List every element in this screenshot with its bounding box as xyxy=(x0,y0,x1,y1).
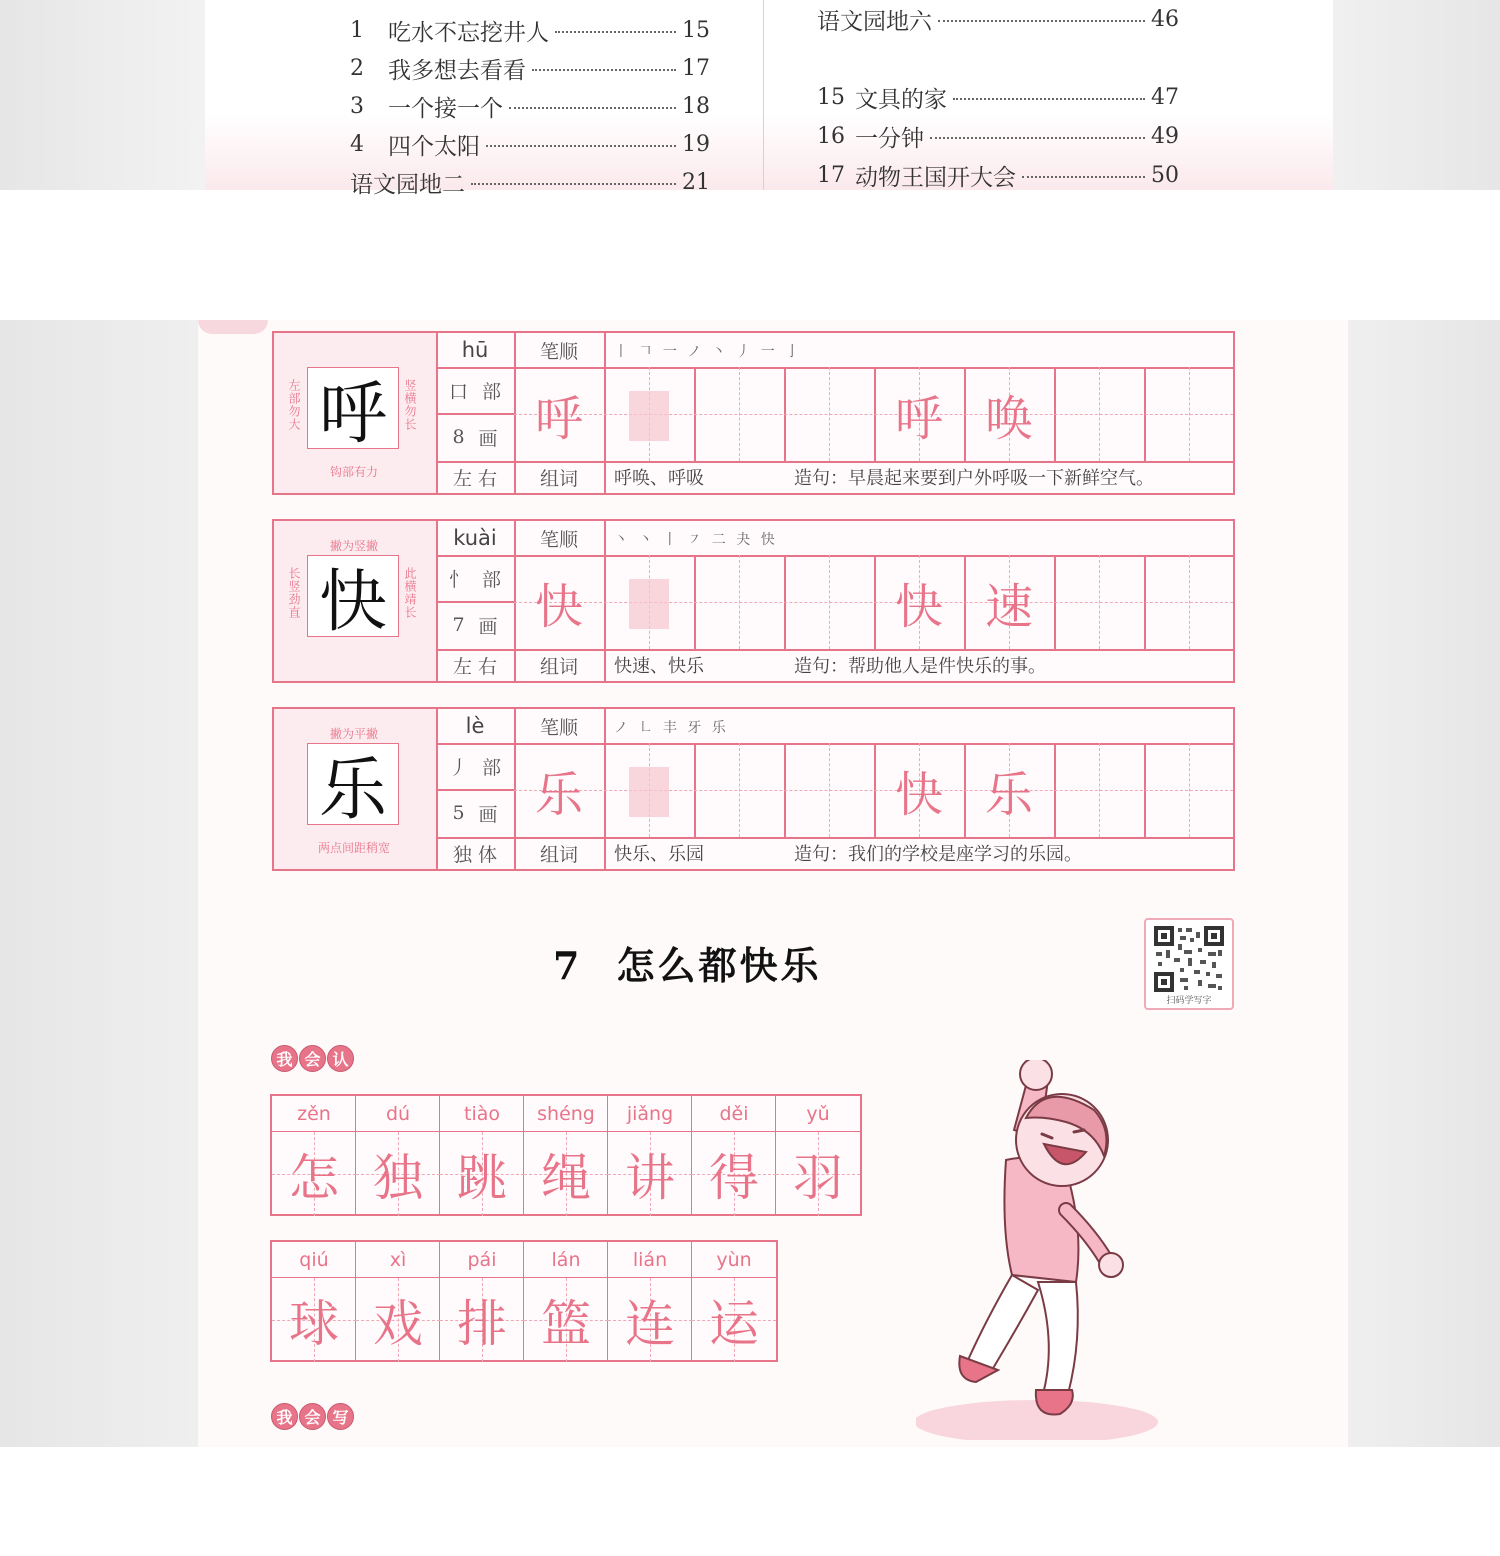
stroke-order-sequence: 丶 丶 丨 ㇇ 二 夬 快 xyxy=(614,532,778,548)
toc-entry-page: 46 xyxy=(1151,6,1179,32)
radical: 忄 xyxy=(448,568,468,591)
trace-shadow xyxy=(629,767,669,817)
tip-left: 长竖劲直 xyxy=(287,567,301,619)
character-model-panel xyxy=(274,333,438,493)
recognize-cell xyxy=(692,1096,776,1214)
toc-entry-title: 一个接一个 xyxy=(388,95,503,122)
recognize-character: 羽 xyxy=(793,1149,843,1207)
character-model-panel xyxy=(274,709,438,869)
character-model-panel xyxy=(274,521,438,681)
sentence-text: 帮助他人是件快乐的事。 xyxy=(848,656,1046,677)
recognize-character: 独 xyxy=(373,1149,423,1207)
recognize-character: 戏 xyxy=(373,1295,423,1353)
model-character: 快 xyxy=(307,555,399,637)
grid-dash xyxy=(1189,743,1190,837)
grid-dash xyxy=(1189,367,1190,461)
radical: 口 xyxy=(448,380,468,403)
trace-shadow xyxy=(629,579,669,629)
cheering-child-illustration xyxy=(916,1060,1166,1440)
toc-leader-dots xyxy=(486,145,676,147)
grid-dash xyxy=(739,367,740,461)
lesson-name: 怎么都快乐 xyxy=(616,943,822,988)
toc-entry-number: 1 xyxy=(350,17,364,43)
section-badge-char: 我 xyxy=(271,1045,298,1072)
grid-dash xyxy=(1099,743,1100,837)
lesson-title xyxy=(553,935,821,990)
section-badge-char: 认 xyxy=(327,1045,354,1072)
section-badge-char: 会 xyxy=(299,1403,326,1430)
recognize-pinyin: lán xyxy=(524,1242,608,1278)
sentence xyxy=(794,461,1154,493)
recognize-pinyin: jiǎng xyxy=(608,1096,692,1132)
recognize-cell xyxy=(440,1096,524,1214)
words: 快乐、乐园 xyxy=(614,844,704,865)
tip-left: 左部勿大 xyxy=(287,379,301,431)
radical-cell xyxy=(436,743,514,789)
tip-top: 撇为平撇 xyxy=(329,727,378,741)
toc-entry-number: 3 xyxy=(350,93,364,119)
recognize-cell xyxy=(356,1096,440,1214)
sentence-text: 我们的学校是座学习的乐园。 xyxy=(848,844,1082,865)
grid-dash xyxy=(739,555,740,649)
sentence-label: 造句： xyxy=(794,656,848,677)
recognize-pinyin: qiú xyxy=(272,1242,356,1278)
toc-entry-title: 动物王国开大会 xyxy=(855,164,1016,191)
recognize-character: 得 xyxy=(709,1149,759,1207)
toc-entry-title: 吃水不忘挖井人 xyxy=(388,19,549,46)
recognize-cell xyxy=(272,1096,356,1214)
recognize-character: 讲 xyxy=(625,1149,675,1207)
radical: 丿 xyxy=(448,756,468,779)
trace-shadow xyxy=(629,391,669,441)
recognize-pinyin: xì xyxy=(356,1242,440,1278)
sentence-text: 早晨起来要到户外呼吸一下新鲜空气。 xyxy=(848,468,1154,489)
grid-dash xyxy=(1189,555,1190,649)
stroke-order-label: 笔顺 xyxy=(539,528,578,551)
grid-line xyxy=(604,521,606,681)
grid-dash xyxy=(829,367,830,461)
trace-character: 呼 xyxy=(534,390,583,447)
sentence xyxy=(794,649,1046,681)
character-block xyxy=(272,331,1235,495)
recognize-cell xyxy=(608,1096,692,1214)
structure: 左 右 xyxy=(452,467,498,490)
toc-entry[interactable] xyxy=(350,13,710,47)
toc-entry-page: 50 xyxy=(1151,162,1179,188)
toc-entry-title: 语文园地六 xyxy=(817,8,932,35)
words-label: 组词 xyxy=(539,843,578,866)
tip-right: 此横靖长 xyxy=(403,567,417,619)
toc-entry[interactable] xyxy=(350,51,710,85)
character-pinyin: lè xyxy=(465,714,485,738)
toc-entry-page: 47 xyxy=(1151,84,1179,110)
recognize-character: 篮 xyxy=(541,1295,591,1353)
toc-entry-page: 19 xyxy=(682,131,710,157)
model-character: 乐 xyxy=(307,743,399,825)
sentence-label: 造句： xyxy=(794,468,848,489)
recognize-character: 排 xyxy=(457,1295,507,1353)
toc-entry[interactable] xyxy=(350,127,710,161)
toc-divider xyxy=(763,0,764,190)
qr-caption: 扫码学写字 xyxy=(1166,996,1212,1006)
toc-entry[interactable] xyxy=(817,119,1179,153)
radical-label: 部 xyxy=(482,568,502,591)
stroke-count-cell xyxy=(436,413,514,461)
section-badge-char: 会 xyxy=(299,1045,326,1072)
toc-entry-title: 语文园地二 xyxy=(350,171,465,198)
toc-entry-page: 15 xyxy=(682,17,710,43)
section-badge-char: 写 xyxy=(327,1403,354,1430)
recognize-cell xyxy=(356,1242,440,1360)
tip-right: 竖横勿长 xyxy=(403,379,417,431)
recognize-character: 怎 xyxy=(289,1149,339,1207)
toc-entry-page: 18 xyxy=(682,93,710,119)
stroke-count-label: 画 xyxy=(478,427,498,450)
stroke-order-sequence: 丨 𠃍 一 ノ 丶 丿 一 亅 xyxy=(614,344,803,360)
toc-entry-title: 四个太阳 xyxy=(388,133,480,160)
stroke-count: 8 xyxy=(452,426,465,448)
word-pair-char: 快 xyxy=(894,766,943,823)
recognize-character: 跳 xyxy=(457,1149,507,1207)
stroke-count-cell xyxy=(436,601,514,649)
stroke-order-label: 笔顺 xyxy=(539,340,578,363)
word-pair-char: 唤 xyxy=(984,390,1033,447)
toc-entry[interactable] xyxy=(350,89,710,123)
word-pair-char: 呼 xyxy=(894,390,943,447)
stroke-count-cell xyxy=(436,789,514,837)
toc-entry-page: 21 xyxy=(682,169,710,195)
word-pair-char: 速 xyxy=(984,578,1033,635)
toc-entry[interactable] xyxy=(817,2,1179,36)
words: 呼唤、呼吸 xyxy=(614,468,704,489)
sentence-label: 造句： xyxy=(794,844,848,865)
character-pinyin: hū xyxy=(461,338,489,362)
grid-dash xyxy=(829,743,830,837)
recognize-character: 连 xyxy=(625,1295,675,1353)
toc-leader-dots xyxy=(930,137,1145,139)
character-pinyin: kuài xyxy=(453,526,497,550)
recognize-cell xyxy=(776,1096,860,1214)
words-label: 组词 xyxy=(539,467,578,490)
grid-dash xyxy=(829,555,830,649)
toc-entry-number: 17 xyxy=(817,162,845,188)
tip-bottom: 两点间距稍宽 xyxy=(317,841,390,855)
structure: 独 体 xyxy=(452,843,498,866)
toc-leader-dots xyxy=(1022,176,1145,178)
recognize-grid-row-1 xyxy=(270,1094,862,1216)
recognize-pinyin: dú xyxy=(356,1096,440,1132)
recognize-character: 球 xyxy=(289,1295,339,1353)
trace-character: 快 xyxy=(534,578,583,635)
recognize-cell xyxy=(524,1096,608,1214)
toc-leader-dots xyxy=(509,107,676,109)
recognize-pinyin: pái xyxy=(440,1242,524,1278)
recognize-pinyin: yùn xyxy=(692,1242,776,1278)
recognize-cell xyxy=(608,1242,692,1360)
toc-entry-title: 我多想去看看 xyxy=(388,57,526,84)
section-badge-recognize xyxy=(271,1045,354,1072)
recognize-cell xyxy=(524,1242,608,1360)
toc-leader-dots xyxy=(471,183,676,185)
stroke-count: 7 xyxy=(452,614,465,636)
toc-entry-title: 文具的家 xyxy=(855,86,947,113)
recognize-pinyin: děi xyxy=(692,1096,776,1132)
recognize-character: 运 xyxy=(709,1295,759,1353)
toc-entry-number: 16 xyxy=(817,123,845,149)
model-character: 呼 xyxy=(307,367,399,449)
stroke-order-sequence: ノ ㇗ 丰 牙 乐 xyxy=(614,720,729,736)
character-block xyxy=(272,707,1235,871)
toc-entry-number: 4 xyxy=(350,131,364,157)
radical-label: 部 xyxy=(482,756,502,779)
radical-label: 部 xyxy=(482,380,502,403)
grid-line xyxy=(604,333,606,493)
recognize-pinyin: lián xyxy=(608,1242,692,1278)
toc-entry-number: 15 xyxy=(817,84,845,110)
stroke-count-label: 画 xyxy=(478,615,498,638)
toc-entry[interactable] xyxy=(350,165,710,199)
words: 快速、快乐 xyxy=(614,656,704,677)
toc-leader-dots xyxy=(532,69,676,71)
radical-cell xyxy=(436,555,514,601)
toc-entry-page: 17 xyxy=(682,55,710,81)
workbook-page xyxy=(198,320,1348,1447)
toc-entry-title: 一分钟 xyxy=(855,125,924,152)
character-block xyxy=(272,519,1235,683)
toc-leader-dots xyxy=(938,20,1145,22)
section-badge-char: 我 xyxy=(271,1403,298,1430)
lesson-number: 7 xyxy=(553,943,583,988)
recognize-pinyin: shéng xyxy=(524,1096,608,1132)
toc-entry[interactable] xyxy=(817,80,1179,114)
structure: 左 右 xyxy=(452,655,498,678)
stroke-order-label: 笔顺 xyxy=(539,716,578,739)
sentence xyxy=(794,837,1082,869)
recognize-cell xyxy=(692,1242,776,1360)
toc-leader-dots xyxy=(953,98,1145,100)
qr-code[interactable] xyxy=(1144,918,1234,1010)
tip-bottom: 钩部有力 xyxy=(329,465,378,479)
qr-code-icon xyxy=(1154,926,1224,992)
toc-entry[interactable] xyxy=(817,158,1179,192)
stroke-count-label: 画 xyxy=(478,803,498,826)
tip-top: 撇为竖撇 xyxy=(329,539,378,553)
radical-cell xyxy=(436,367,514,413)
recognize-character: 绳 xyxy=(541,1149,591,1207)
grid-dash xyxy=(1099,555,1100,649)
recognize-grid-row-2 xyxy=(270,1240,778,1362)
section-badge-write xyxy=(271,1403,354,1430)
toc-entry-number: 2 xyxy=(350,55,364,81)
grid-dash xyxy=(1099,367,1100,461)
trace-character: 乐 xyxy=(534,766,583,823)
recognize-pinyin: yǔ xyxy=(776,1096,860,1132)
toc-entry-page: 49 xyxy=(1151,123,1179,149)
grid-line xyxy=(604,709,606,869)
stroke-count: 5 xyxy=(452,802,465,824)
recognize-cell xyxy=(440,1242,524,1360)
word-pair-char: 快 xyxy=(894,578,943,635)
grid-dash xyxy=(739,743,740,837)
recognize-cell xyxy=(272,1242,356,1360)
recognize-pinyin: tiào xyxy=(440,1096,524,1132)
words-label: 组词 xyxy=(539,655,578,678)
word-pair-char: 乐 xyxy=(984,766,1033,823)
toc-leader-dots xyxy=(555,31,676,33)
recognize-pinyin: zěn xyxy=(272,1096,356,1132)
corner-decoration xyxy=(198,320,268,334)
